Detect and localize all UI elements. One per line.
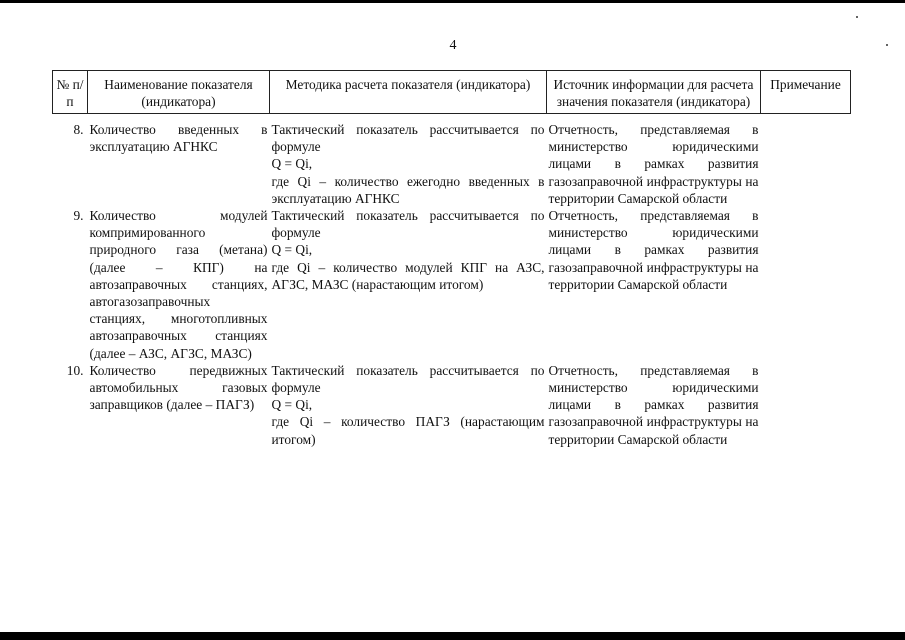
method-intro: Тактический показатель рассчитывается по формуле [271,208,545,241]
formula: Q = Qi, [271,397,313,413]
table-row [53,121,851,207]
indicators-table [52,70,851,448]
scan-border-bottom [0,632,905,640]
indicator-name: Количество введенных в эксплуатацию АГНКС [89,122,268,155]
calculation-method [270,362,547,448]
scan-speck [856,16,858,18]
indicator-name: Количество передвижных автомобильных газовых заправщиков (далее – ПАГЗ) [89,362,268,413]
calculation-method [270,121,547,207]
information-source: Отчетность, представляемая в министерство юридическими лицами в рамках развития газозаправочной инфраструктуры на территории Самарской области [548,362,759,447]
method-intro: Тактический показатель рассчитывается по формуле [271,362,545,396]
table-row [53,207,851,362]
formula: Q = Qi, [271,156,313,172]
table-row [53,362,851,448]
method-where: где Qi – количество ежегодно введенных в эксплуатацию АГНКС [271,173,545,206]
header-num: № п/п [53,71,88,114]
header-method: Методика расчета показателя (индикатора) [270,71,547,114]
information-source: Отчетность, представляемая в министерство юридическими лицами в рамках развития газозаправочной инфраструктуры на территории Самарской области [548,122,759,206]
method-where: где Qi – количество модулей КПГ на АЗС, АГЗС, МАЗС (нарастающим итогом) [271,259,545,292]
header-name: Наименование показателя (индикатора) [88,71,270,114]
note-cell [761,362,851,448]
indicator-name: Количество модулей компримированного природного газа (метана) (далее – КПГ) на автозаправочных станциях, автогазозаправочных станциях, многотопливных автозаправочных станциях (далее – АЗС, АГЗС, МАЗС) [89,208,268,361]
scan-border-top [0,0,905,3]
header-note: Примечание [761,71,851,114]
formula: Q = Qi, [271,242,313,258]
header-source: Источник информации для расчета значения показателя (индикатора) [547,71,761,114]
scan-speck [886,44,888,46]
note-cell [761,121,851,207]
note-cell [761,207,851,362]
page-number: 4 [449,38,457,53]
row-number: 10. [66,362,84,378]
method-where: где Qi – количество ПАГЗ (нарастающим итогом) [271,414,545,447]
table-header-row [53,71,851,114]
row-number: 9. [73,208,84,224]
calculation-method [270,207,547,362]
method-intro: Тактический показатель рассчитывается по формуле [271,122,545,155]
information-source: Отчетность, представляемая в министерство юридическими лицами в рамках развития газозаправочной инфраструктуры на территории Самарской области [548,208,759,292]
row-number: 8. [73,122,84,137]
